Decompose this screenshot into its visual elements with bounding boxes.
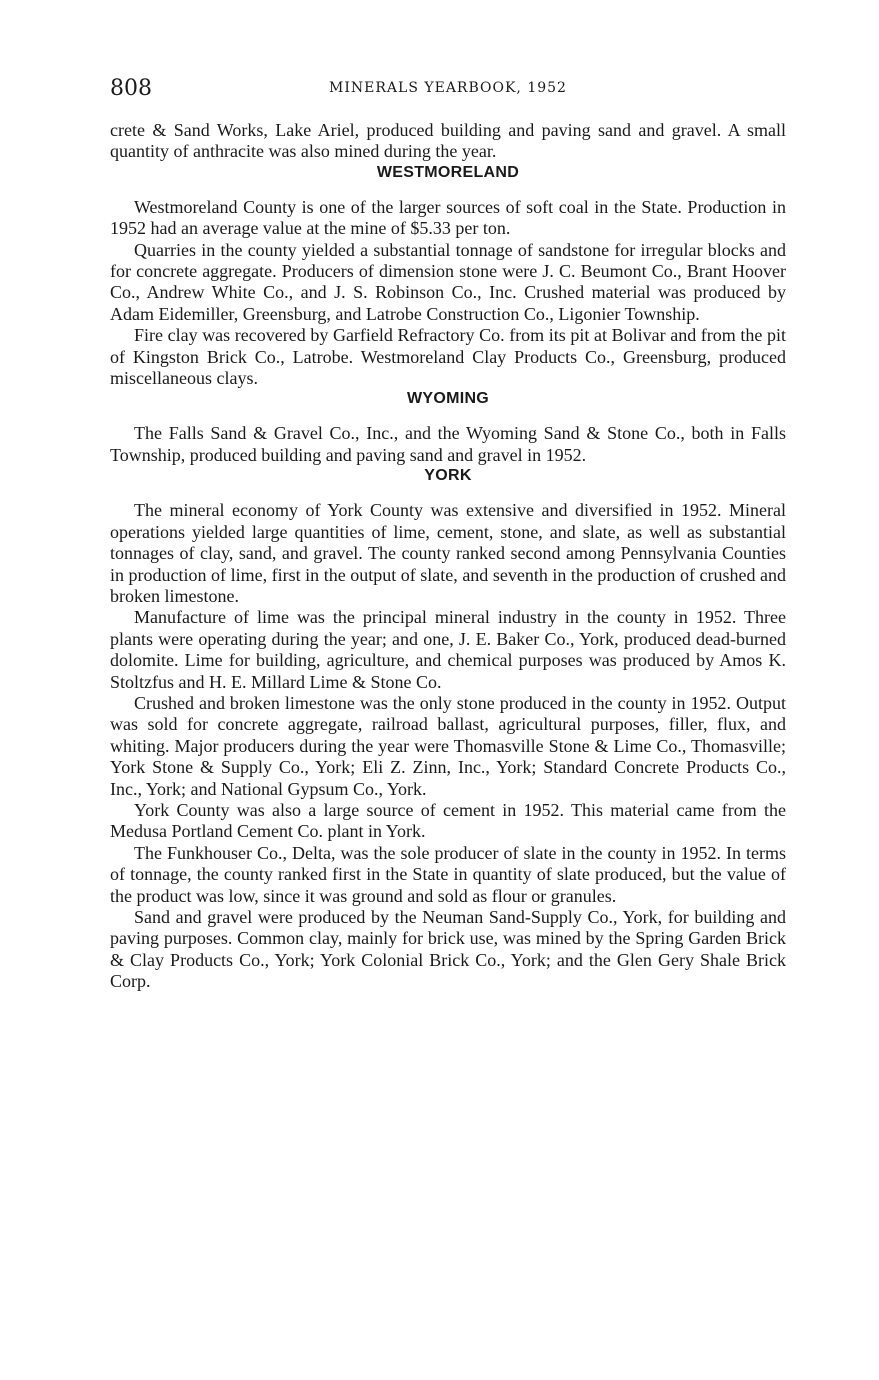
section-heading-wyoming: WYOMING xyxy=(406,390,490,408)
paragraph: Westmoreland County is one of the larger sources of soft coal in the State. Production in 1952 had an average value at the mine of $5.33 per ton. xyxy=(110,196,786,239)
paragraph: The Funkhouser Co., Delta, was the sole producer of slate in the county in 1952. In terms of tonnage, the county ranked first in the State in quantity of slate produced, but the value of the product was low, since it was ground and sold as flour or granules. xyxy=(110,842,786,906)
paragraph: Quarries in the county yielded a substantial tonnage of sandstone for irregular blocks and for concrete aggregate. Producers of dimension stone were J. C. Beumont Co., Brant Hoover Co., Andrew White Co., and J. S. Robinson Co., Inc. Crushed material was produced by Adam Eidemiller, Greensburg, and Latrobe Construction Co., Ligonier Township. xyxy=(110,239,786,324)
paragraph: Crushed and broken limestone was the only stone produced in the county in 1952. Output was sold for concrete aggregate, railroad ballast, agricultural purposes, filler, flux, and whiting. Major producers during the year were Thomasville Stone & Lime Co., Thomasville; York Stone & Supply Co., York; Eli Z. Zinn, Inc., York; Standard Concrete Products Co., Inc., York; and National Gypsum Co., York. xyxy=(110,692,786,799)
section-heading-westmoreland: WESTMORELAND xyxy=(376,163,520,181)
paragraph: Sand and gravel were produced by the Neuman Sand-Supply Co., York, for building and paving purposes. Common clay, mainly for brick use, was mined by the Spring Garden Brick & Clay Products Co., York; York Colonial Brick Co., York; and the Glen Gery Shale Brick Corp. xyxy=(110,907,786,992)
paragraph: Manufacture of lime was the principal mineral industry in the county in 1952. Three plants were operating during the year; and one, J. E. Baker Co., York, produced dead-burned dolomite. Lime for building, agriculture, and chemical purposes was produced by Amos K. Stoltzfus and H. E. Millard Lime & Stone Co. xyxy=(110,607,786,692)
section-heading-york: YORK xyxy=(424,467,472,485)
paragraph: Fire clay was recovered by Garfield Refractory Co. from its pit at Bolivar and from the pit of Kingston Brick Co., Latrobe. Westmoreland Clay Products Co., Greensburg, produced miscellaneous clays. xyxy=(110,325,786,389)
paragraph: The mineral economy of York County was extensive and diversified in 1952. Mineral operations yielded large quantities of lime, cement, stone, and slate, as well as substantial tonnages of clay, sand, and gravel. The county ranked second among Pennsylvania Counties in production of lime, first in the output of slate, and seventh in the production of crushed and broken limestone. xyxy=(110,500,786,606)
running-title: MINERALS YEARBOOK, 1952 xyxy=(329,80,567,96)
running-head xyxy=(110,76,786,106)
paragraph: York County was also a large source of cement in 1952. This material came from the Medusa Portland Cement Co. plant in York. xyxy=(110,799,786,842)
paragraph: The Falls Sand & Gravel Co., Inc., and the Wyoming Sand & Stone Co., both in Falls Township, produced building and paving sand and gravel in 1952. xyxy=(110,423,786,465)
paragraph-continued: crete & Sand Works, Lake Ariel, produced building and paving sand and gravel. A small quantity of anthracite was also mined during the year. xyxy=(110,120,786,162)
body-text xyxy=(110,120,786,993)
page-number: 808 xyxy=(110,76,152,101)
